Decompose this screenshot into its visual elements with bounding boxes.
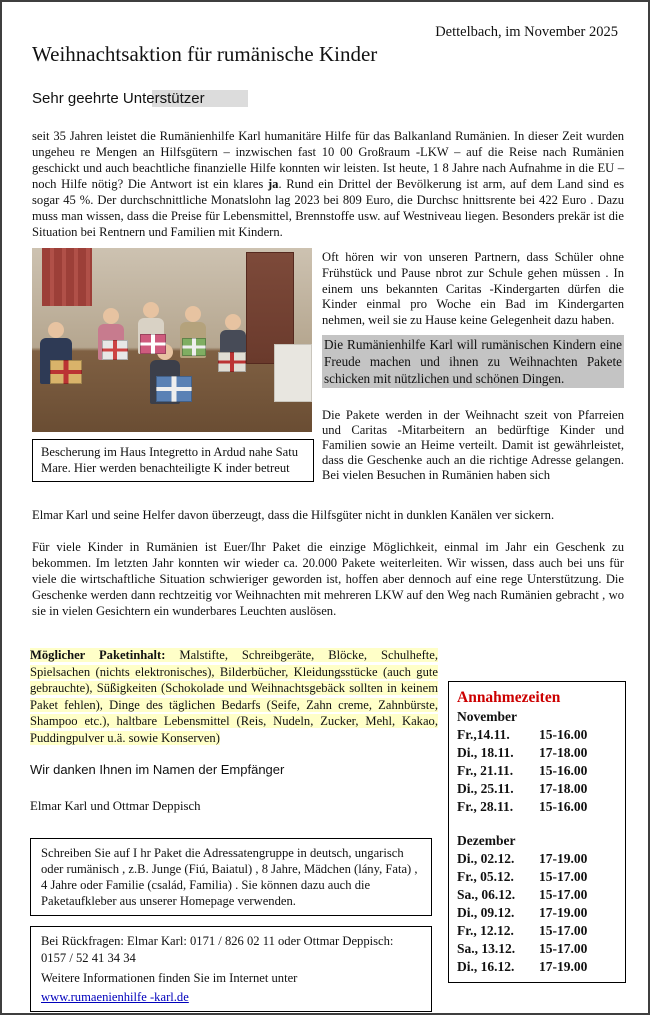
package-contents-label: Möglicher Paketinhalt: <box>30 648 166 662</box>
photo-gift <box>182 338 206 356</box>
appeal-paragraph: Für viele Kinder in Rumänien ist Euer/Ihr Paket die einzige Möglichkeit, einmal im Jahr ein Geschenk zu bekommen. Im letzten Jahr konnten wir wieder ca. 20.000 Pakete weiterleiten. Wir wissen, dass auch bei uns für viele die wirtschaftliche Situation schwieriger geworden ist, hoffen aber dennoch auf eine rege Unterstützung. Die Geschenke werden dann rechtzeitig vor Weihnachten mit mehreren LKW auf den Weg nach Rumänien gebracht , wo sie in vielen Gesichtern ein wunderbares Leuchten auslösen. <box>32 540 624 618</box>
partners-paragraph: Oft hören wir von unseren Partnern, dass Schüler ohne Frühstück und Pause nbrot zur Schule gehen müssen . In einem uns bekannten Caritas -Kindergarten dürfen die Kinder einmal pro Woche ein Bad im Kindergarten nehmen, weil sie zu Hause keine Gelegenheit dazu haben. <box>322 250 624 328</box>
package-contents-text: Malstifte, Schreibgeräte, Blöcke, Schulhefte, Spielsachen (nichts elektronisches), Bilderbücher, Kleidungsstücke (auch gute gebrauchte), Süßigkeiten (Schokolade und Weihnachtsgebäck sollten in keinem Paket fehlen), Dinge des täglichen Bedarfs (Seife, Zahn creme, Zahnbürste, Shampoo etc.), haltbare Lebensmittel (Reis, Nudeln, Zucker, Mehl, Kakao, Puddingpulver u.ä. sowie Konserven) <box>30 648 438 745</box>
dateline: Dettelbach, im November 2025 <box>435 24 618 40</box>
thanks-line: Wir danken Ihnen im Namen der Empfänger <box>30 762 285 777</box>
schedule-row: Di., 25.11. 17-18.00 <box>457 781 588 796</box>
schedule-row: Fr., 05.12. 15-17.00 <box>457 869 588 884</box>
schedule-row: Fr.,14.11. 15-16.00 <box>457 727 588 742</box>
photo-gift <box>102 340 128 360</box>
photo-child-head <box>48 322 64 338</box>
schedule-row: Sa., 06.12. 15-17.00 <box>457 887 588 902</box>
schedule-row: Sa., 13.12. 15-17.00 <box>457 941 588 956</box>
schedule-row: Di., 02.12. 17-19.00 <box>457 851 588 866</box>
intro-bold-ja: ja <box>267 177 279 191</box>
schedule-row: Di., 18.11. 17-18.00 <box>457 745 588 760</box>
salutation: Sehr geehrte Unterstützer <box>32 90 205 107</box>
month-name: Dezember <box>457 833 516 848</box>
schedule-row: Fr., 21.11. 15-16.00 <box>457 763 588 778</box>
schedule-row: Fr., 12.12. 15-17.00 <box>457 923 588 938</box>
schedule-row: Fr., 28.11. 15-16.00 <box>457 799 588 814</box>
contact-phones-line2: 0157 / 52 41 34 34 <box>41 950 136 965</box>
intro-text-after: . Rund ein Drittel der Bevölkerung ist arm, auf dem Land sind es sogar 45 %. Der durchschnittliche Monatslohn lag 2023 bei 809 Euro, die Durchsc hnittsrente bei 422 Euro . Dazu muss man wissen, dass die Preise für Lebensmittel, Brennstoffe usw. auf Westniveau liegen. Besonders prekär ist die Situation bei Rentnern und Familien mit Kindern. <box>32 177 624 239</box>
intro-paragraph <box>32 128 624 240</box>
month-name: November <box>457 709 517 724</box>
page-title: Weihnachtsaktion für rumänische Kinder <box>32 42 378 66</box>
continuation-line: Elmar Karl und seine Helfer davon überzeugt, dass die Hilfsgüter nicht in dunklen Kanälen ver sickern. <box>32 508 555 522</box>
mission-highlight: Die Rumänienhilfe Karl will rumänischen Kindern eine Freude machen und ihnen zu Weihnachten Pakete schicken mit nützlichen und schönen Dingen. <box>324 336 622 386</box>
contact-box <box>30 926 432 1012</box>
photo-gift <box>50 360 82 384</box>
bottom-section <box>30 647 626 1012</box>
photo-child-head <box>225 314 241 330</box>
signature-line: Elmar Karl und Ottmar Deppisch <box>30 799 201 813</box>
intro-text-before: seit 35 Jahren leistet die Rumänienhilfe Karl humanitäre Hilfe für das Balkanland Rumänien. In dieser Zeit wurden ungeheu re Mengen an Hilfsgütern – inzwischen fast 10 00 Großraum -LKW – auf die Reise nach Rumänien geschickt und auch beachtliche finanzielle Hilfe konnten wir leisten. Ist heute, 1 8 Jahre nach Aufnahme in die EU – noch Hilfe nötig? Die Antwort ist ein klares <box>32 129 624 191</box>
photo-curtain <box>42 248 92 306</box>
photo-child-head <box>185 306 201 322</box>
photo-gift <box>140 334 166 354</box>
right-text-column <box>322 250 624 483</box>
photo-children-presents <box>32 248 312 432</box>
photo-dresser <box>274 344 312 402</box>
website-link[interactable]: www.rumaenienhilfe -karl.de <box>41 989 189 1004</box>
contact-phones-line1: Bei Rückfragen: Elmar Karl: 0171 / 826 02 11 oder Ottmar Deppisch: <box>41 934 394 948</box>
schedule-title: Annahmezeiten <box>457 689 561 706</box>
pickup-times-box <box>448 681 626 983</box>
photo-child-head <box>143 302 159 318</box>
schedule-month-dezember <box>457 832 617 976</box>
contact-info-line: Weitere Informationen finden Sie im Internet unter <box>41 971 298 985</box>
schedule-month-november <box>457 708 617 816</box>
distribution-paragraph: Die Pakete werden in der Weihnacht szeit von Pfarreien und Caritas -Mitarbeitern an bedürftige Kinder und Familien sowie an Heime verteilt. Damit ist gewährleistet, dass die Geschenke auch an die richtige Adresse gelangen. Bei vielen Besuchen in Rumänien haben sich <box>322 407 624 482</box>
schedule-row: Di., 16.12. 17-19.00 <box>457 959 588 974</box>
photo-gift <box>156 376 192 402</box>
photo-caption-box: Bescherung im Haus Integretto in Ardud nahe Satu Mare. Hier werden benachteiligte K inder betreut <box>32 439 314 482</box>
photo-gift <box>218 352 246 372</box>
schedule-row: Di., 09.12. 17-19.00 <box>457 905 588 920</box>
labeling-instructions-box: Schreiben Sie auf I hr Paket die Adressatengruppe in deutsch, ungarisch oder rumänisch , z.B. Junge (Fiú, Baiatul) , 8 Jahre, Mädchen (lány, Fata) , 4 Jahre oder Familie (család, Familia) . Sie können dazu auch die Paketaufkleber aus unserer Homepage verwenden. <box>30 838 432 916</box>
photo-child-head <box>103 308 119 324</box>
